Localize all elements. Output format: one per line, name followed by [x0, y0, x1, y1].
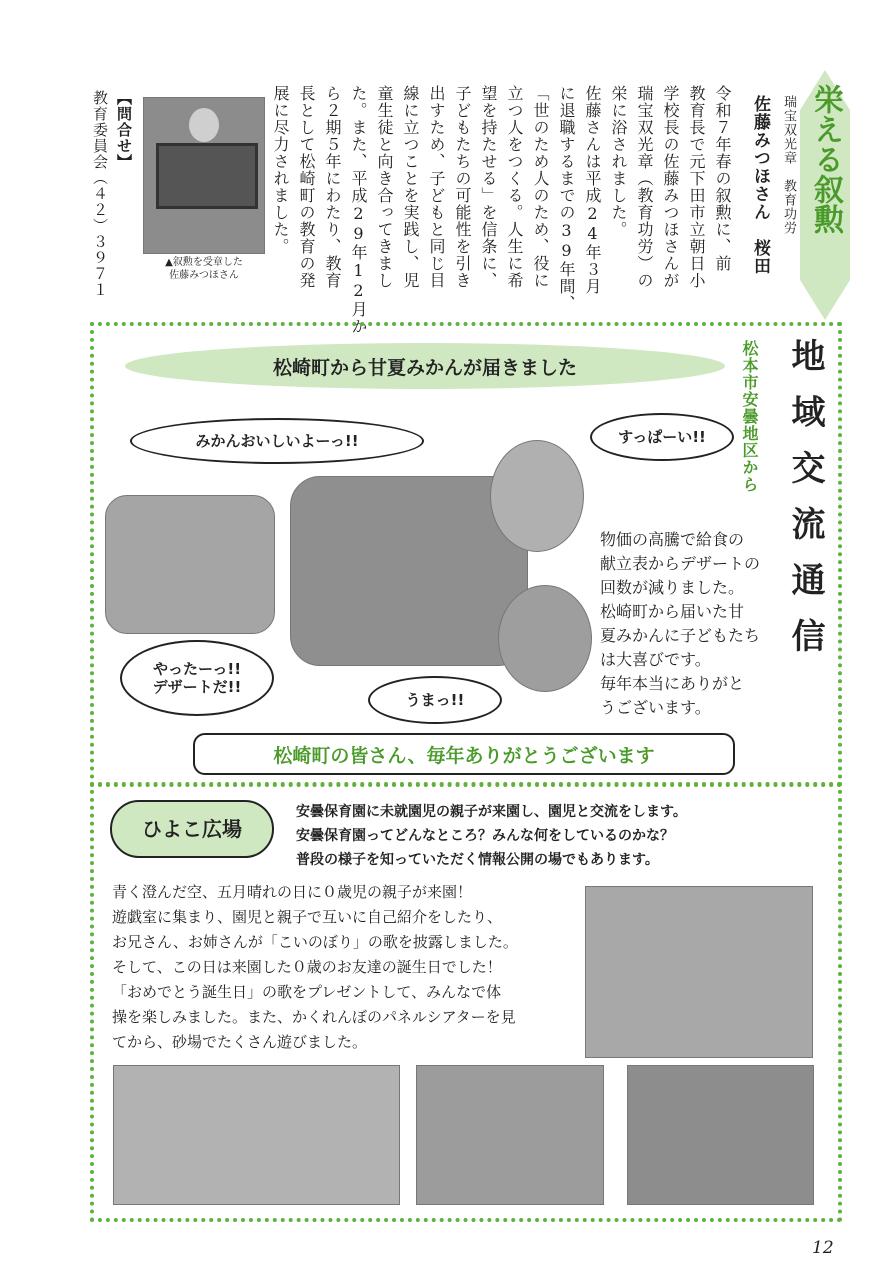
honor-photo [143, 97, 265, 254]
honor-column: 瑞宝双光章（教育功労）の [635, 85, 654, 289]
text-line: お兄さん、お姉さんが「こいのぼり」の歌を披露しました。 [112, 933, 518, 951]
bubble-umai: うまっ!! [368, 676, 502, 724]
honor-column: 出すため、子どもと同じ目 [427, 85, 446, 289]
text-line: そして、この日は来園した０歳のお友達の誕生日でした！ [112, 958, 502, 976]
text-line: 夏みかんに子どもたち [600, 626, 761, 645]
exchange-text [600, 528, 780, 720]
hiyoko-intro [296, 800, 816, 872]
bubble-oishii: みかんおいしいよーっ!! [130, 418, 424, 464]
honor-column: に退職するまでの39年間、 [557, 85, 576, 312]
honor-column: ら２期５年にわたり、教育 [323, 85, 342, 289]
honor-column: 子どもたちの可能性を引き [453, 85, 472, 289]
text-line: 物価の高騰で給食の [600, 530, 745, 549]
honor-body [270, 85, 740, 335]
honor-column: 令和７年春の叙勲に、前 [713, 85, 732, 272]
photo-hall [113, 1065, 400, 1205]
photo-caption: ▲叙勲を受章した 佐藤みつほさん [165, 257, 243, 281]
photo-theater [416, 1065, 604, 1205]
honor-column: た。また、平成29年12月か [349, 85, 368, 335]
text-line: 操を楽しみました。また、かくれんぼのパネルシアターを見 [112, 1008, 516, 1026]
text-line: は大喜びです。 [600, 650, 711, 669]
contact-value: 教育委員会（４２）３９７１ [91, 90, 109, 298]
honor-column: 学校長の佐藤みつほさんが [661, 85, 680, 289]
text-line: 安曇保育園ってどんなところ？みんな何をしているのかな？ [296, 828, 674, 844]
honor-column: 展に尽力されました。 [271, 85, 290, 255]
contact-label: 【問合せ】 [115, 90, 133, 170]
text-line: うございます。 [600, 698, 711, 717]
text-line: 青く澄んだ空、五月晴れの日に０歳児の親子が来園！ [112, 883, 473, 901]
photo-boy [498, 585, 592, 692]
honor-column: 長として松崎町の教育の発 [297, 85, 316, 289]
person-name: 佐藤みつほさん 桜田 [750, 95, 770, 275]
bubble-suppai: すっぱーい!! [590, 413, 734, 461]
photo-sandbox [627, 1065, 814, 1205]
text-line: 毎年本当にありがと [600, 674, 745, 693]
honor-column: 線に立つことを実践し、児 [401, 85, 420, 289]
text-line: 遊戯室に集まり、園児と親子で互いに自己紹介をしたり、 [112, 908, 503, 926]
text-line: 安曇保育園に未就園児の親子が来園し、園児と交流をします。 [296, 804, 687, 820]
badge-title: 栄える叙勲 [808, 84, 843, 234]
photo-girl [490, 440, 584, 552]
text-line: 献立表からデザートの [600, 554, 761, 573]
decoration: 瑞宝双光章 教育功労 [781, 95, 796, 235]
honor-column: 童生徒と向き合ってきまし [375, 85, 394, 289]
text-line: 回数が減りました。 [600, 578, 745, 597]
honor-column: 栄に浴されました。 [609, 85, 628, 238]
photo-stage [585, 886, 813, 1058]
honor-column: 「世のため人のため、役に [531, 85, 550, 289]
honor-column: 教育長で元下田市立朝日小 [687, 85, 706, 289]
honor-badge [800, 70, 850, 320]
honor-column: 立つ人をつくる。人生に希 [505, 85, 524, 289]
exchange-subtitle: 松本市安曇地区から [740, 340, 759, 493]
thanks-banner: 松崎町の皆さん、毎年ありがとうございます [193, 733, 735, 775]
text-line: 「おめでとう誕生日」の歌をプレゼントして、みんなで体 [112, 983, 502, 1001]
exchange-headline: 松崎町から甘夏みかんが届きました [125, 343, 725, 389]
exchange-title: 地域交流通信 [785, 338, 825, 674]
text-line: 普段の様子を知っていただく情報公開の場でもあります。 [296, 852, 659, 868]
page-number: 12 [812, 1238, 834, 1258]
bubble-yatta: やったーっ!! デザートだ!! [120, 640, 274, 716]
honor-column: 望を持たせる」を信条に、 [479, 85, 498, 289]
hiyoko-body [112, 880, 580, 1055]
text-line: てから、砂場でたくさん遊びました。 [112, 1033, 368, 1051]
photo-two-kids [105, 495, 275, 634]
honor-column: 佐藤さんは平成24年３月 [583, 85, 602, 295]
hiyoko-title: ひよこ広場 [110, 800, 274, 858]
text-line: 松崎町から届いた甘 [600, 602, 745, 621]
